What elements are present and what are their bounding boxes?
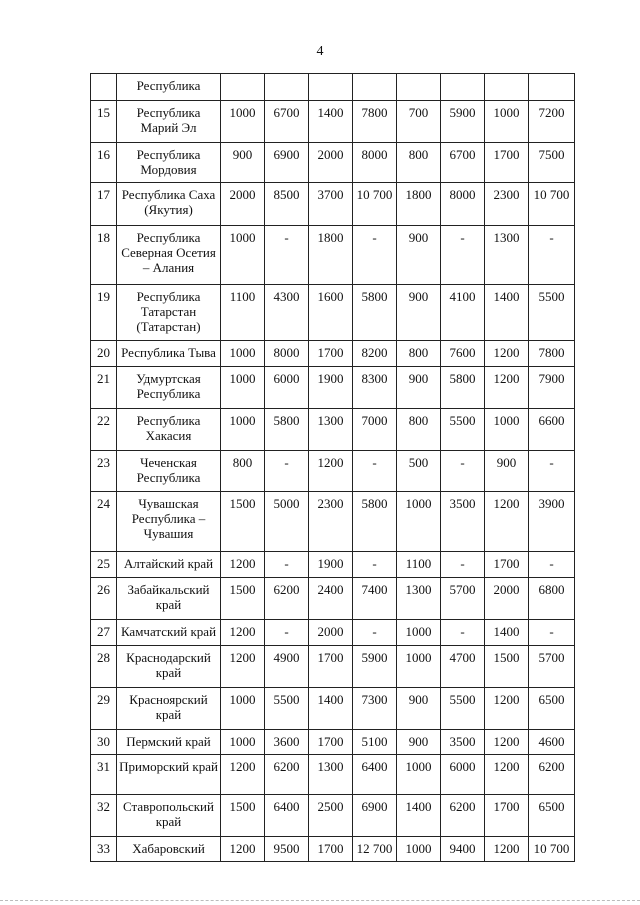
- region-name-cell: Республика: [117, 74, 221, 101]
- value-cell: 10 700: [529, 837, 575, 862]
- row-number-cell: 23: [91, 451, 117, 492]
- value-cell: 3600: [265, 730, 309, 755]
- value-cell: 6400: [353, 755, 397, 795]
- region-name-cell: Камчатский край: [117, 620, 221, 646]
- value-cell: 1900: [309, 367, 353, 409]
- value-cell: 7600: [441, 341, 485, 367]
- value-cell: 4100: [441, 285, 485, 341]
- value-cell: 1500: [221, 578, 265, 620]
- value-cell: 1700: [309, 730, 353, 755]
- value-cell: 800: [397, 143, 441, 183]
- table-row: [91, 74, 575, 101]
- value-cell: 1500: [221, 795, 265, 837]
- row-number-cell: 21: [91, 367, 117, 409]
- value-cell: 9500: [265, 837, 309, 862]
- region-name-cell: Чеченская Республика: [117, 451, 221, 492]
- value-cell: 5500: [529, 285, 575, 341]
- value-cell: 1700: [309, 341, 353, 367]
- value-cell: 4300: [265, 285, 309, 341]
- table-row: [91, 451, 575, 492]
- value-cell: 3500: [441, 730, 485, 755]
- value-cell: 8500: [265, 183, 309, 226]
- value-cell: 5000: [265, 492, 309, 552]
- value-cell: 5800: [441, 367, 485, 409]
- value-cell: 6500: [529, 688, 575, 730]
- table-row: [91, 755, 575, 795]
- value-cell: 5800: [353, 492, 397, 552]
- value-cell: 900: [397, 730, 441, 755]
- value-cell: -: [529, 226, 575, 285]
- table-row: [91, 646, 575, 688]
- value-cell: 6500: [529, 795, 575, 837]
- value-cell: 7900: [529, 367, 575, 409]
- value-cell: -: [529, 552, 575, 578]
- row-number-cell: 28: [91, 646, 117, 688]
- value-cell: 6000: [441, 755, 485, 795]
- value-cell: 2000: [221, 183, 265, 226]
- value-cell: 8200: [353, 341, 397, 367]
- value-cell: 7300: [353, 688, 397, 730]
- value-cell: 3700: [309, 183, 353, 226]
- region-name-cell: Ставропольский край: [117, 795, 221, 837]
- value-cell: 1200: [221, 755, 265, 795]
- table-row: [91, 837, 575, 862]
- value-cell: 1200: [221, 620, 265, 646]
- value-cell: 6400: [265, 795, 309, 837]
- value-cell: 1400: [397, 795, 441, 837]
- value-cell: 2000: [309, 620, 353, 646]
- value-cell: 1700: [309, 646, 353, 688]
- value-cell: 1000: [221, 101, 265, 143]
- table-row: [91, 620, 575, 646]
- value-cell: 2000: [309, 143, 353, 183]
- value-cell: 1700: [309, 837, 353, 862]
- value-cell: [529, 74, 575, 101]
- value-cell: 6700: [265, 101, 309, 143]
- value-cell: 10 700: [529, 183, 575, 226]
- row-number-cell: 17: [91, 183, 117, 226]
- table-row: [91, 795, 575, 837]
- value-cell: 4700: [441, 646, 485, 688]
- value-cell: 900: [397, 367, 441, 409]
- value-cell: 6700: [441, 143, 485, 183]
- value-cell: 5100: [353, 730, 397, 755]
- table-row: [91, 409, 575, 451]
- region-name-cell: Республика Северная Осетия – Алания: [117, 226, 221, 285]
- table-row: [91, 578, 575, 620]
- value-cell: 7800: [529, 341, 575, 367]
- value-cell: 3500: [441, 492, 485, 552]
- value-cell: 1000: [485, 101, 529, 143]
- value-cell: 1300: [309, 755, 353, 795]
- value-cell: 1000: [221, 341, 265, 367]
- value-cell: 8000: [353, 143, 397, 183]
- region-name-cell: Хабаровский: [117, 837, 221, 862]
- value-cell: 1500: [221, 492, 265, 552]
- region-name-cell: Республика Татарстан (Татарстан): [117, 285, 221, 341]
- value-cell: [397, 74, 441, 101]
- value-cell: -: [441, 226, 485, 285]
- page-number: 4: [316, 44, 324, 59]
- value-cell: 900: [397, 285, 441, 341]
- row-number-cell: 19: [91, 285, 117, 341]
- region-name-cell: Алтайский край: [117, 552, 221, 578]
- value-cell: 1300: [485, 226, 529, 285]
- value-cell: 900: [397, 688, 441, 730]
- value-cell: 1000: [221, 226, 265, 285]
- value-cell: -: [441, 552, 485, 578]
- value-cell: 7200: [529, 101, 575, 143]
- value-cell: 1200: [309, 451, 353, 492]
- row-number-cell: 18: [91, 226, 117, 285]
- value-cell: 5500: [441, 409, 485, 451]
- value-cell: 6200: [265, 578, 309, 620]
- region-name-cell: Республика Мордовия: [117, 143, 221, 183]
- value-cell: 2400: [309, 578, 353, 620]
- value-cell: 1200: [221, 646, 265, 688]
- value-cell: 1200: [221, 837, 265, 862]
- value-cell: -: [353, 451, 397, 492]
- value-cell: 1400: [309, 101, 353, 143]
- value-cell: [265, 74, 309, 101]
- value-cell: 8000: [441, 183, 485, 226]
- value-cell: 1100: [397, 552, 441, 578]
- value-cell: 4900: [265, 646, 309, 688]
- value-cell: 1200: [485, 341, 529, 367]
- value-cell: 1100: [221, 285, 265, 341]
- value-cell: 500: [397, 451, 441, 492]
- value-cell: 2300: [309, 492, 353, 552]
- value-cell: 1500: [485, 646, 529, 688]
- table-body: [91, 74, 575, 862]
- row-number-cell: 29: [91, 688, 117, 730]
- value-cell: 1700: [485, 552, 529, 578]
- value-cell: 1000: [221, 730, 265, 755]
- value-cell: 2000: [485, 578, 529, 620]
- table-row: [91, 367, 575, 409]
- value-cell: [221, 74, 265, 101]
- table-row: [91, 285, 575, 341]
- value-cell: 1000: [397, 837, 441, 862]
- region-name-cell: Пермский край: [117, 730, 221, 755]
- value-cell: 6900: [265, 143, 309, 183]
- value-cell: 1900: [309, 552, 353, 578]
- value-cell: 5800: [353, 285, 397, 341]
- value-cell: 5800: [265, 409, 309, 451]
- value-cell: 1000: [397, 646, 441, 688]
- value-cell: 9400: [441, 837, 485, 862]
- value-cell: 5700: [529, 646, 575, 688]
- value-cell: -: [529, 451, 575, 492]
- region-name-cell: Приморский край: [117, 755, 221, 795]
- region-name-cell: Республика Тыва: [117, 341, 221, 367]
- value-cell: -: [353, 620, 397, 646]
- table-row: [91, 183, 575, 226]
- value-cell: 1600: [309, 285, 353, 341]
- value-cell: 1000: [221, 688, 265, 730]
- value-cell: 1300: [309, 409, 353, 451]
- value-cell: 700: [397, 101, 441, 143]
- value-cell: 1200: [485, 837, 529, 862]
- value-cell: 1800: [397, 183, 441, 226]
- row-number-cell: 30: [91, 730, 117, 755]
- value-cell: 1200: [485, 492, 529, 552]
- table-row: [91, 226, 575, 285]
- value-cell: -: [265, 552, 309, 578]
- table-row: [91, 143, 575, 183]
- row-number-cell: 20: [91, 341, 117, 367]
- value-cell: 1000: [397, 755, 441, 795]
- region-name-cell: Республика Саха (Якутия): [117, 183, 221, 226]
- value-cell: 1800: [309, 226, 353, 285]
- value-cell: -: [265, 620, 309, 646]
- row-number-cell: 33: [91, 837, 117, 862]
- value-cell: -: [265, 451, 309, 492]
- region-name-cell: Республика Марий Эл: [117, 101, 221, 143]
- table-row: [91, 101, 575, 143]
- value-cell: 7000: [353, 409, 397, 451]
- value-cell: 8300: [353, 367, 397, 409]
- value-cell: [309, 74, 353, 101]
- value-cell: 6800: [529, 578, 575, 620]
- region-name-cell: Забайкальский край: [117, 578, 221, 620]
- value-cell: -: [441, 451, 485, 492]
- value-cell: 5900: [441, 101, 485, 143]
- region-name-cell: Чувашская Республика – Чувашия: [117, 492, 221, 552]
- value-cell: 900: [397, 226, 441, 285]
- value-cell: -: [353, 226, 397, 285]
- value-cell: [441, 74, 485, 101]
- value-cell: 1400: [485, 285, 529, 341]
- value-cell: 1700: [485, 143, 529, 183]
- row-number-cell: 31: [91, 755, 117, 795]
- value-cell: 800: [397, 409, 441, 451]
- value-cell: [353, 74, 397, 101]
- value-cell: 1200: [485, 755, 529, 795]
- value-cell: 7800: [353, 101, 397, 143]
- row-number-cell: 27: [91, 620, 117, 646]
- value-cell: 8000: [265, 341, 309, 367]
- row-number-cell: 24: [91, 492, 117, 552]
- row-number-cell: 22: [91, 409, 117, 451]
- table-row: [91, 730, 575, 755]
- value-cell: -: [529, 620, 575, 646]
- value-cell: 1300: [397, 578, 441, 620]
- table-row: [91, 552, 575, 578]
- value-cell: 1000: [485, 409, 529, 451]
- region-name-cell: Краснодарский край: [117, 646, 221, 688]
- value-cell: [485, 74, 529, 101]
- value-cell: 1400: [309, 688, 353, 730]
- value-cell: 1400: [485, 620, 529, 646]
- value-cell: 6600: [529, 409, 575, 451]
- value-cell: 900: [221, 143, 265, 183]
- value-cell: 5700: [441, 578, 485, 620]
- value-cell: 4600: [529, 730, 575, 755]
- value-cell: 6200: [529, 755, 575, 795]
- value-cell: 1000: [397, 620, 441, 646]
- value-cell: 800: [221, 451, 265, 492]
- data-table: [90, 73, 575, 862]
- value-cell: 1000: [221, 409, 265, 451]
- value-cell: 3900: [529, 492, 575, 552]
- row-number-cell: 26: [91, 578, 117, 620]
- region-name-cell: Республика Хакасия: [117, 409, 221, 451]
- table-row: [91, 688, 575, 730]
- value-cell: 7400: [353, 578, 397, 620]
- row-number-cell: [91, 74, 117, 101]
- value-cell: 6000: [265, 367, 309, 409]
- value-cell: 800: [397, 341, 441, 367]
- row-number-cell: 25: [91, 552, 117, 578]
- page-bottom-edge: [0, 900, 640, 902]
- value-cell: -: [353, 552, 397, 578]
- value-cell: 5900: [353, 646, 397, 688]
- region-name-cell: Красноярский край: [117, 688, 221, 730]
- value-cell: 1200: [221, 552, 265, 578]
- value-cell: 2500: [309, 795, 353, 837]
- value-cell: -: [441, 620, 485, 646]
- value-cell: 5500: [441, 688, 485, 730]
- value-cell: 6200: [441, 795, 485, 837]
- value-cell: 7500: [529, 143, 575, 183]
- value-cell: 1200: [485, 688, 529, 730]
- value-cell: 1200: [485, 367, 529, 409]
- value-cell: 5500: [265, 688, 309, 730]
- value-cell: 1700: [485, 795, 529, 837]
- value-cell: 900: [485, 451, 529, 492]
- row-number-cell: 32: [91, 795, 117, 837]
- value-cell: 1000: [397, 492, 441, 552]
- value-cell: 2300: [485, 183, 529, 226]
- value-cell: 1000: [221, 367, 265, 409]
- value-cell: 10 700: [353, 183, 397, 226]
- value-cell: 1200: [485, 730, 529, 755]
- value-cell: 12 700: [353, 837, 397, 862]
- region-name-cell: Удмуртская Республика: [117, 367, 221, 409]
- row-number-cell: 15: [91, 101, 117, 143]
- row-number-cell: 16: [91, 143, 117, 183]
- value-cell: -: [265, 226, 309, 285]
- value-cell: 6200: [265, 755, 309, 795]
- table-row: [91, 341, 575, 367]
- table-row: [91, 492, 575, 552]
- value-cell: 6900: [353, 795, 397, 837]
